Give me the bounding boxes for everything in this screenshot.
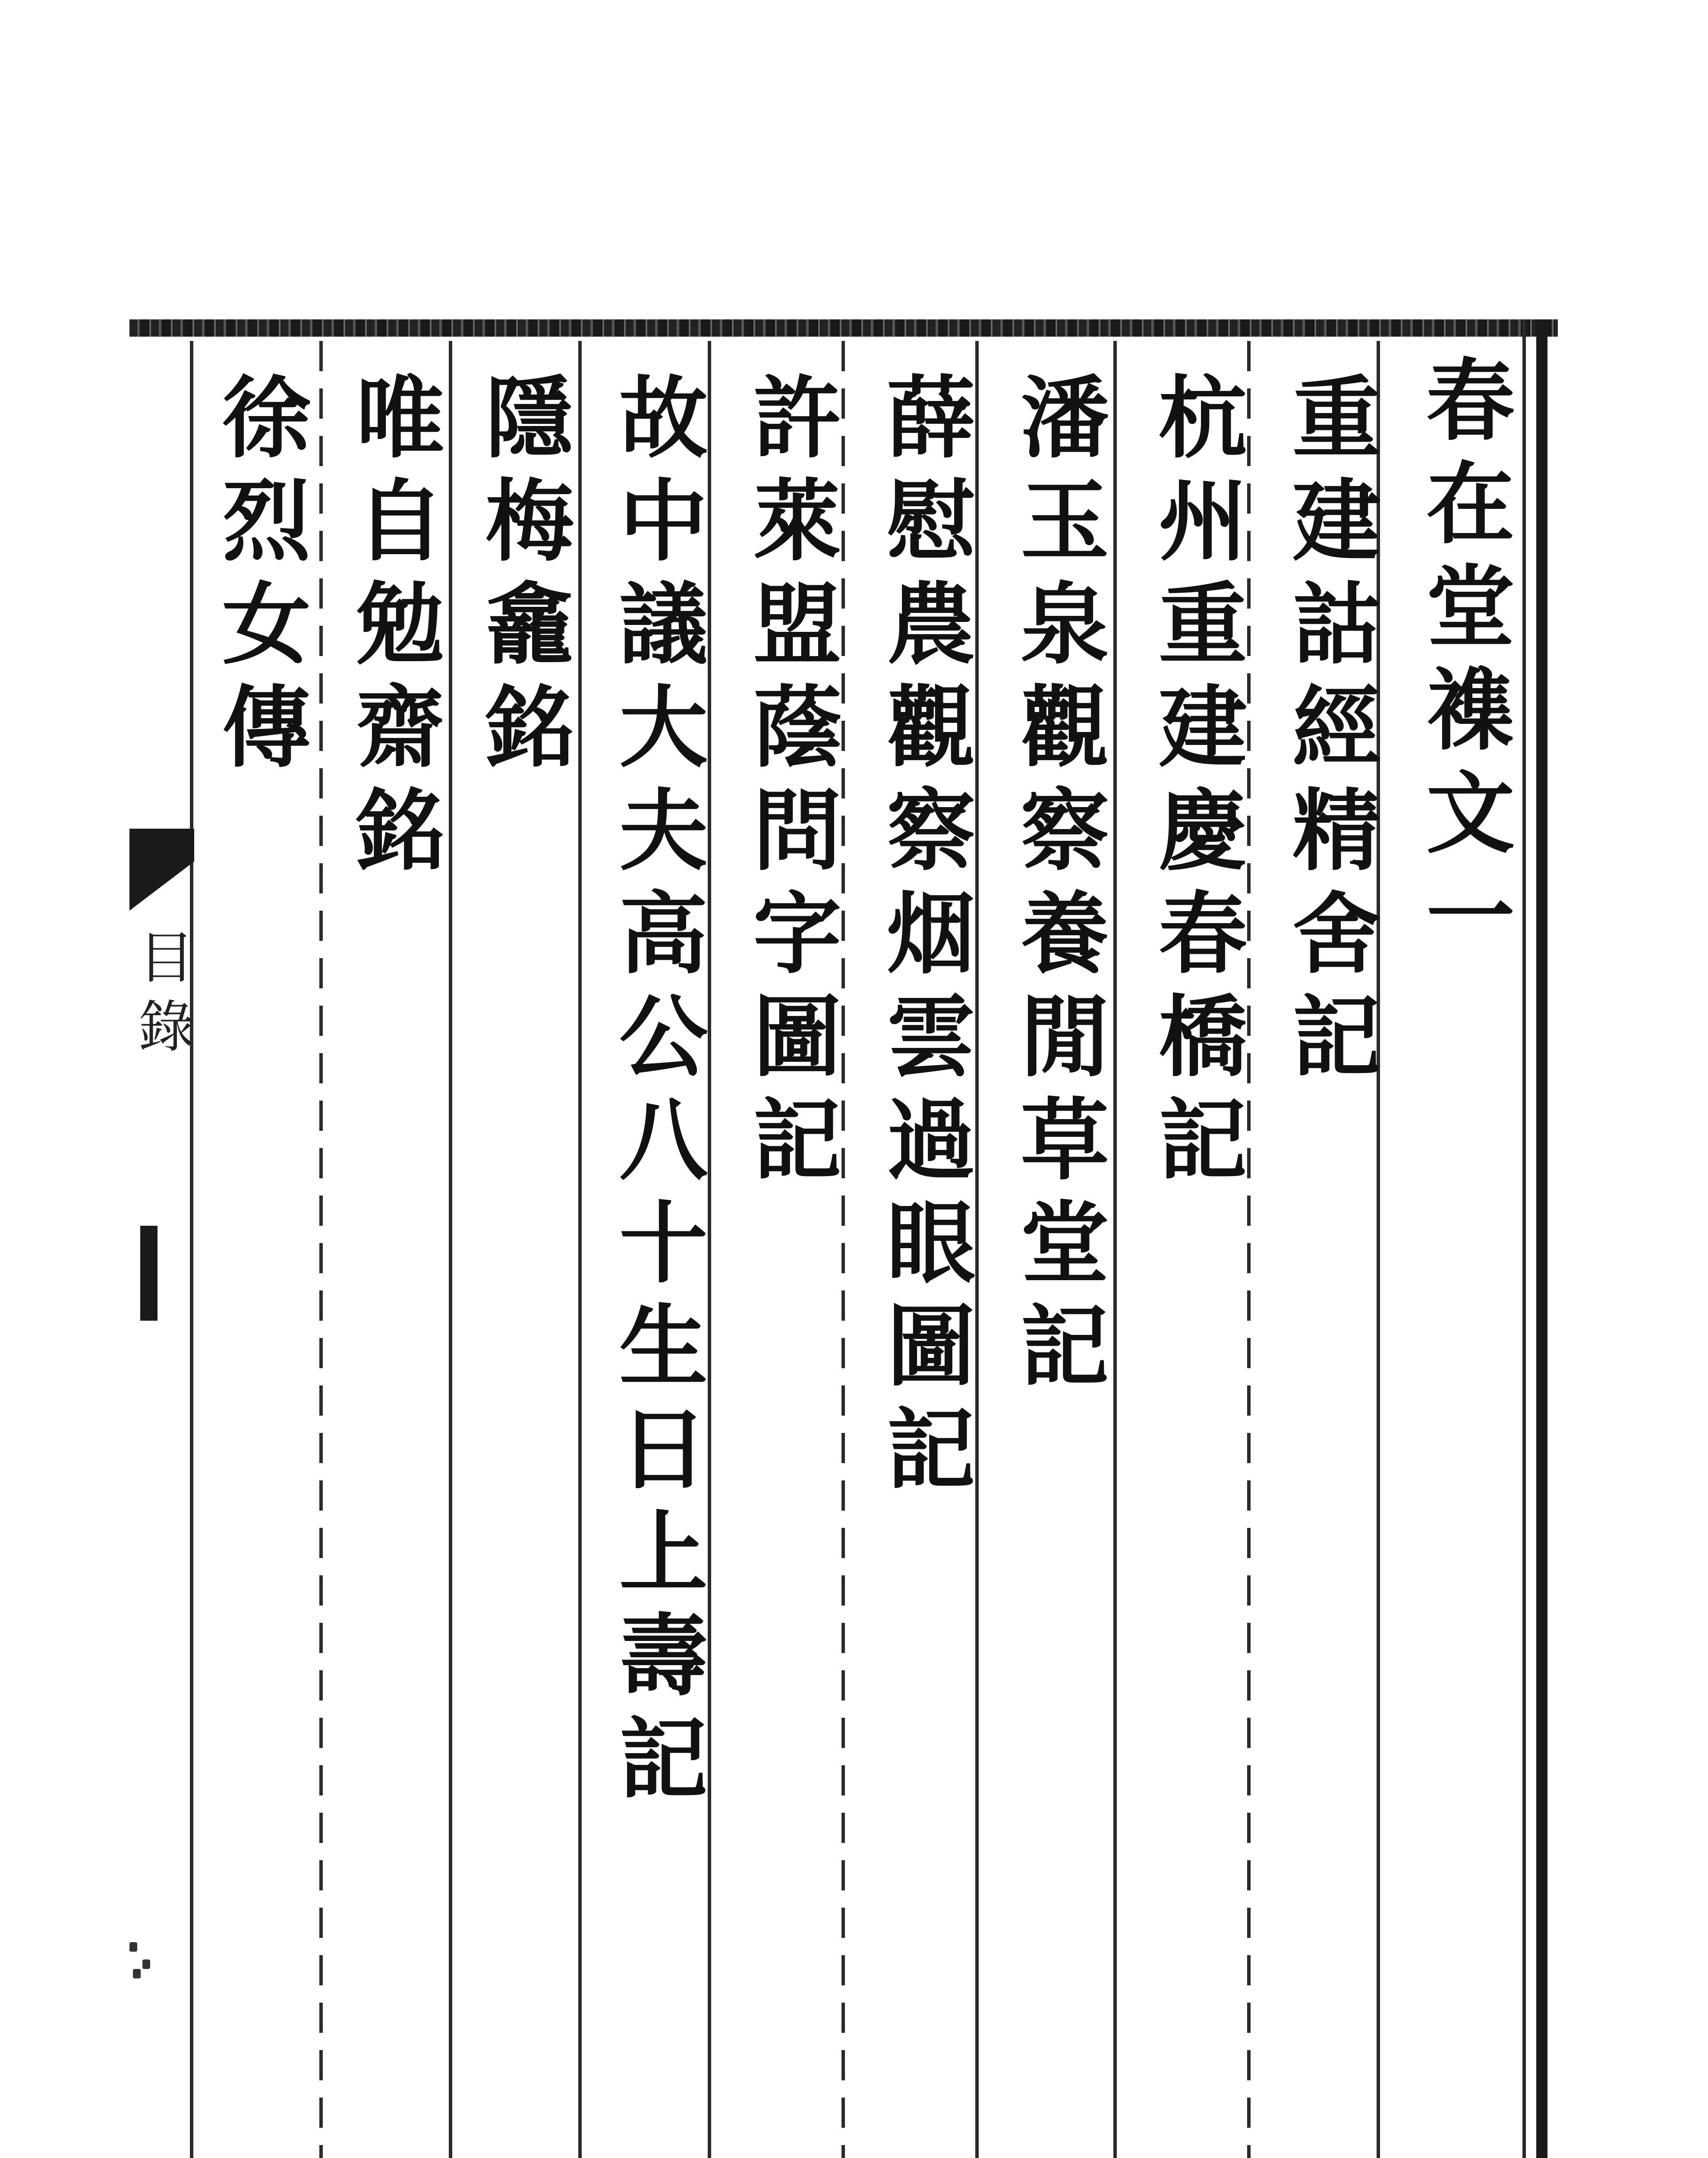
column-rule [319,341,323,2158]
fishtail-mark [129,829,194,911]
toc-entry: 許萊盟蔭問字圖記 [738,371,841,1196]
frame-top-border [129,319,1558,337]
column-rule [578,341,582,2158]
toc-entry: 潘玉泉觀察養閒草堂記 [1005,371,1109,1403]
margin-text: 目錄 [129,928,195,1066]
toc-entry: 故中議大夫高公八十生日上壽記 [604,371,708,1815]
frame-right-border [1536,319,1547,2158]
toc-entry: 重建詁經精舍記 [1277,371,1381,1093]
ink-specks [129,1942,155,1981]
toc-entry: 唯自勉齋銘 [341,371,444,887]
column-rule [1113,341,1117,2158]
margin-bar [140,1226,158,1321]
document-title: 春在堂襍文一 [1411,354,1515,973]
toc-entry: 隱梅龕銘 [470,371,574,784]
frame-right-inner-border [1522,319,1526,2158]
column-rule [190,341,193,2158]
toc-entry: 徐烈女傳 [207,371,311,784]
column-rule [449,341,452,2158]
toc-entry: 薛慰農觀察烟雲過眼圖記 [872,371,975,1506]
toc-entry: 杭州重建慶春橋記 [1144,371,1247,1196]
